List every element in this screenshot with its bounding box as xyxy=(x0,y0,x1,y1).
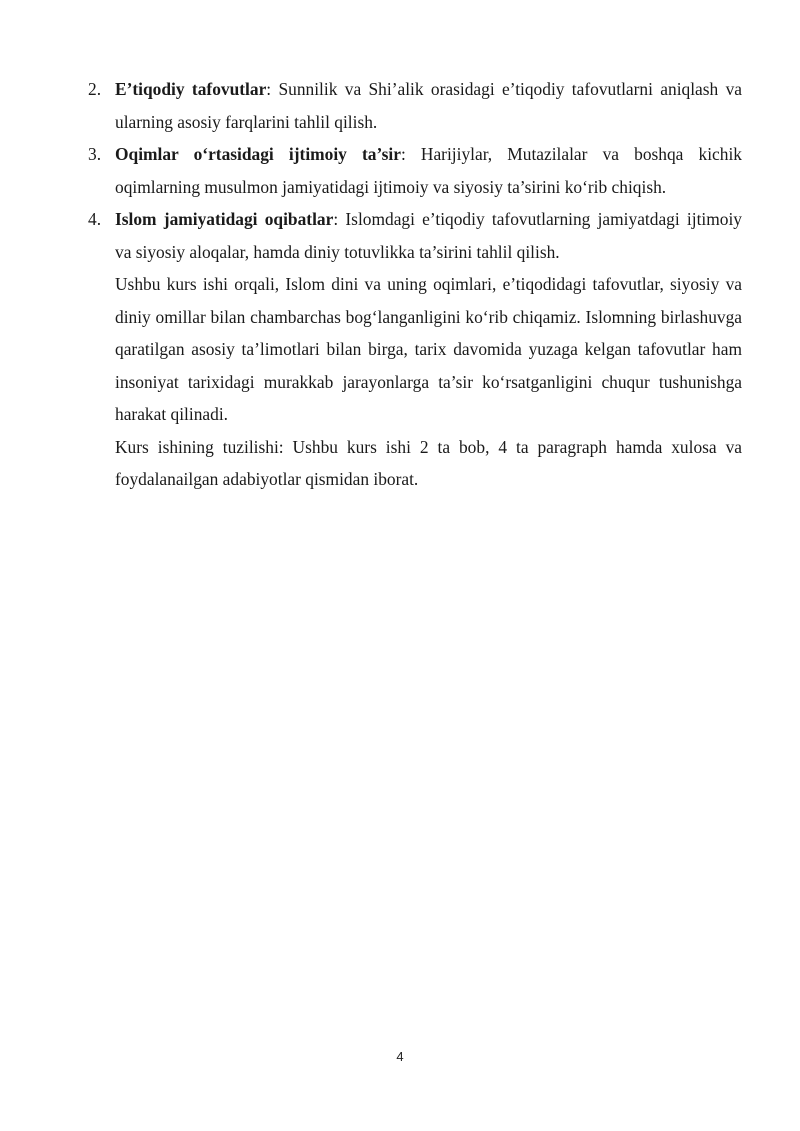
body-paragraph-purpose: Ushbu kurs ishi orqali, Islom dini va uning oqimlari, e’tiqodidagi tafovutlar, siyosiy va diniy omillar bilan chambarchas bog‘langanligini ko‘rib chiqamiz. Islomning birlashuvga qaratilgan asosiy ta’limotlari bilan birga, tarix davomida yuzaga kelgan tafovutlar ham insoniyat tarixidagi murakkab jarayonlarga ta’sir ko‘rsatganligini chuqur tushunishga harakat qilinadi. xyxy=(115,274,742,424)
list-number: 3. xyxy=(88,144,102,164)
list-text: : Islomdagi e’tiqodiy tafovutlarning jamiyatdagi ijtimoiy va siyosiy aloqalar, hamda diniy totuvlikka ta’sirini tahlil qilish. xyxy=(115,209,743,262)
list-term: Oqimlar o‘rtasidagi ijtimoiy ta’sir xyxy=(115,144,401,164)
page-content xyxy=(88,73,742,496)
list-number: 4. xyxy=(88,209,102,229)
list-term: E’tiqodiy tafovutlar xyxy=(115,79,267,99)
list-item-3 xyxy=(88,138,742,203)
list-text: : Sunnilik va Shi’alik orasidagi e’tiqodiy tafovutlarni aniqlash va ularning asosiy farqlarini tahlil qilish. xyxy=(115,79,742,132)
list-term: Islom jamiyatidagi oqibatlar xyxy=(115,209,334,229)
body-paragraph-structure: Kurs ishining tuzilishi: Ushbu kurs ishi 2 ta bob, 4 ta paragraph hamda xulosa va foydalanailgan adabiyotlar qismidan iborat. xyxy=(115,436,742,489)
list-text: : Harijiylar, Mutazilalar va boshqa kichik oqimlarning musulmon jamiyatidagi ijtimoiy va siyosiy ta’sirini ko‘rib chiqish. xyxy=(115,144,742,197)
list-number: 2. xyxy=(88,79,102,99)
list-item-2 xyxy=(88,73,742,138)
list-item-4 xyxy=(88,203,742,268)
page-number: 4 xyxy=(396,1049,404,1064)
